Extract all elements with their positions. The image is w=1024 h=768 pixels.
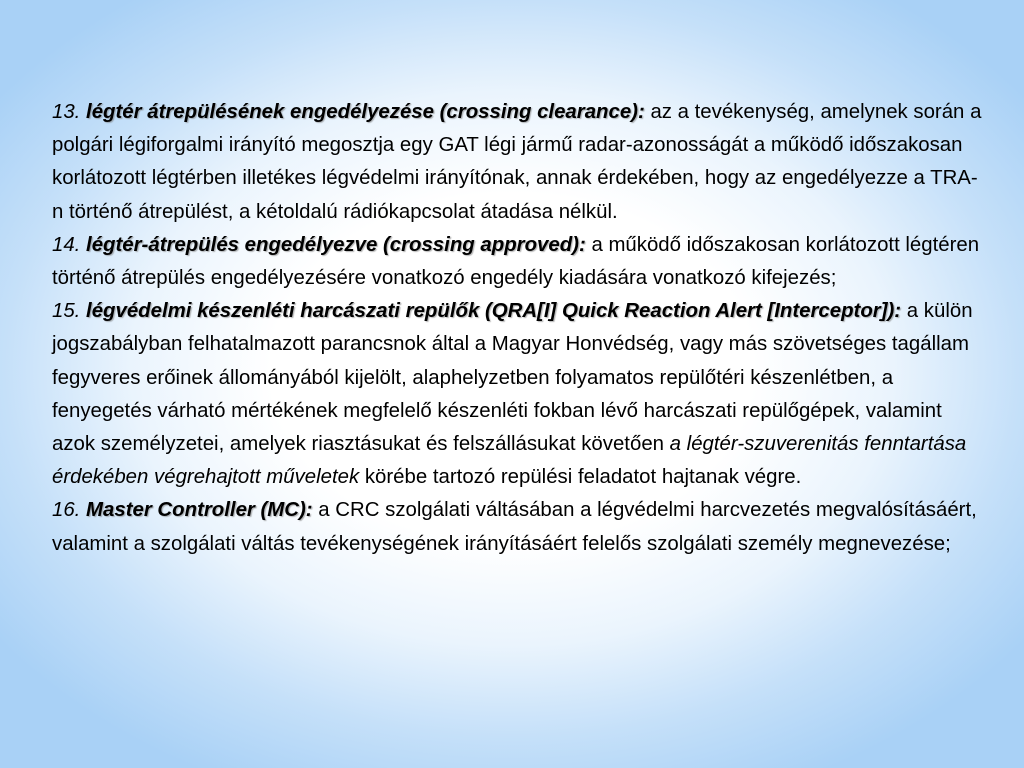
item-number: 16.	[52, 499, 81, 522]
definition-term: légtér-átrepülés engedélyezve (crossing approved):	[86, 233, 586, 256]
definition-text: a működő időszakosan korlátozott légtéren történő átrepülés engedélyezésére vonatkozó engedély kiadására vonatkozó kifejezés;	[52, 233, 980, 290]
definition-item-15	[52, 295, 982, 494]
definition-item-13	[52, 96, 982, 229]
definition-text: a CRC szolgálati váltásában a légvédelmi harcvezetés megvalósításáért, valamint a szolgálati váltás tevékenységének irányításáért felelős szolgálati személy megnevezése;	[52, 499, 977, 555]
definition-term: légvédelmi készenléti harcászati repülők (QRA[I] Quick Reaction Alert [Interceptor]):	[86, 300, 902, 323]
definition-term: Master Controller (MC):	[86, 499, 313, 522]
definition-text: az a tevékenység, amelynek során a polgári légiforgalmi irányító megosztja egy GAT légi jármű radar-azonosságát a működő időszakosan korlátozott légtérben illetékes légvédelmi irányítónak, annak érdekében, hogy az engedélyezze a TRA-n történő átrepülést, a kétoldalú rádiókapcsolat átadása nélkül.	[52, 101, 982, 223]
slide-body-text	[52, 96, 982, 561]
item-number: 15.	[52, 300, 81, 323]
definition-italic-text: a légtér-szuverenitás fenntartása érdekében végrehajtott műveletek	[52, 433, 967, 489]
definition-text-after: körébe tartozó repülési feladatot hajtanak végre.	[364, 466, 802, 489]
item-number: 14.	[52, 233, 81, 256]
definition-text: a külön jogszabályban felhatalmazott parancsnok által a Magyar Honvédség, vagy más szövetséges tagállam fegyveres erőinek állományából kijelölt, alaphelyzetben folyamatos repülőtéri készenlétben, a fenyegetés várható mértékének megfelelő készenléti fokban lévő harcászati repülőgépek, valamint azok személyzetei, amelyek riasztásukat és felszállásukat követően	[52, 300, 973, 456]
definition-item-16	[52, 494, 982, 560]
definition-term: légtér átrepülésének engedélyezése (crossing clearance):	[86, 101, 645, 123]
definition-item-14	[52, 229, 982, 295]
item-number: 13.	[52, 101, 81, 123]
